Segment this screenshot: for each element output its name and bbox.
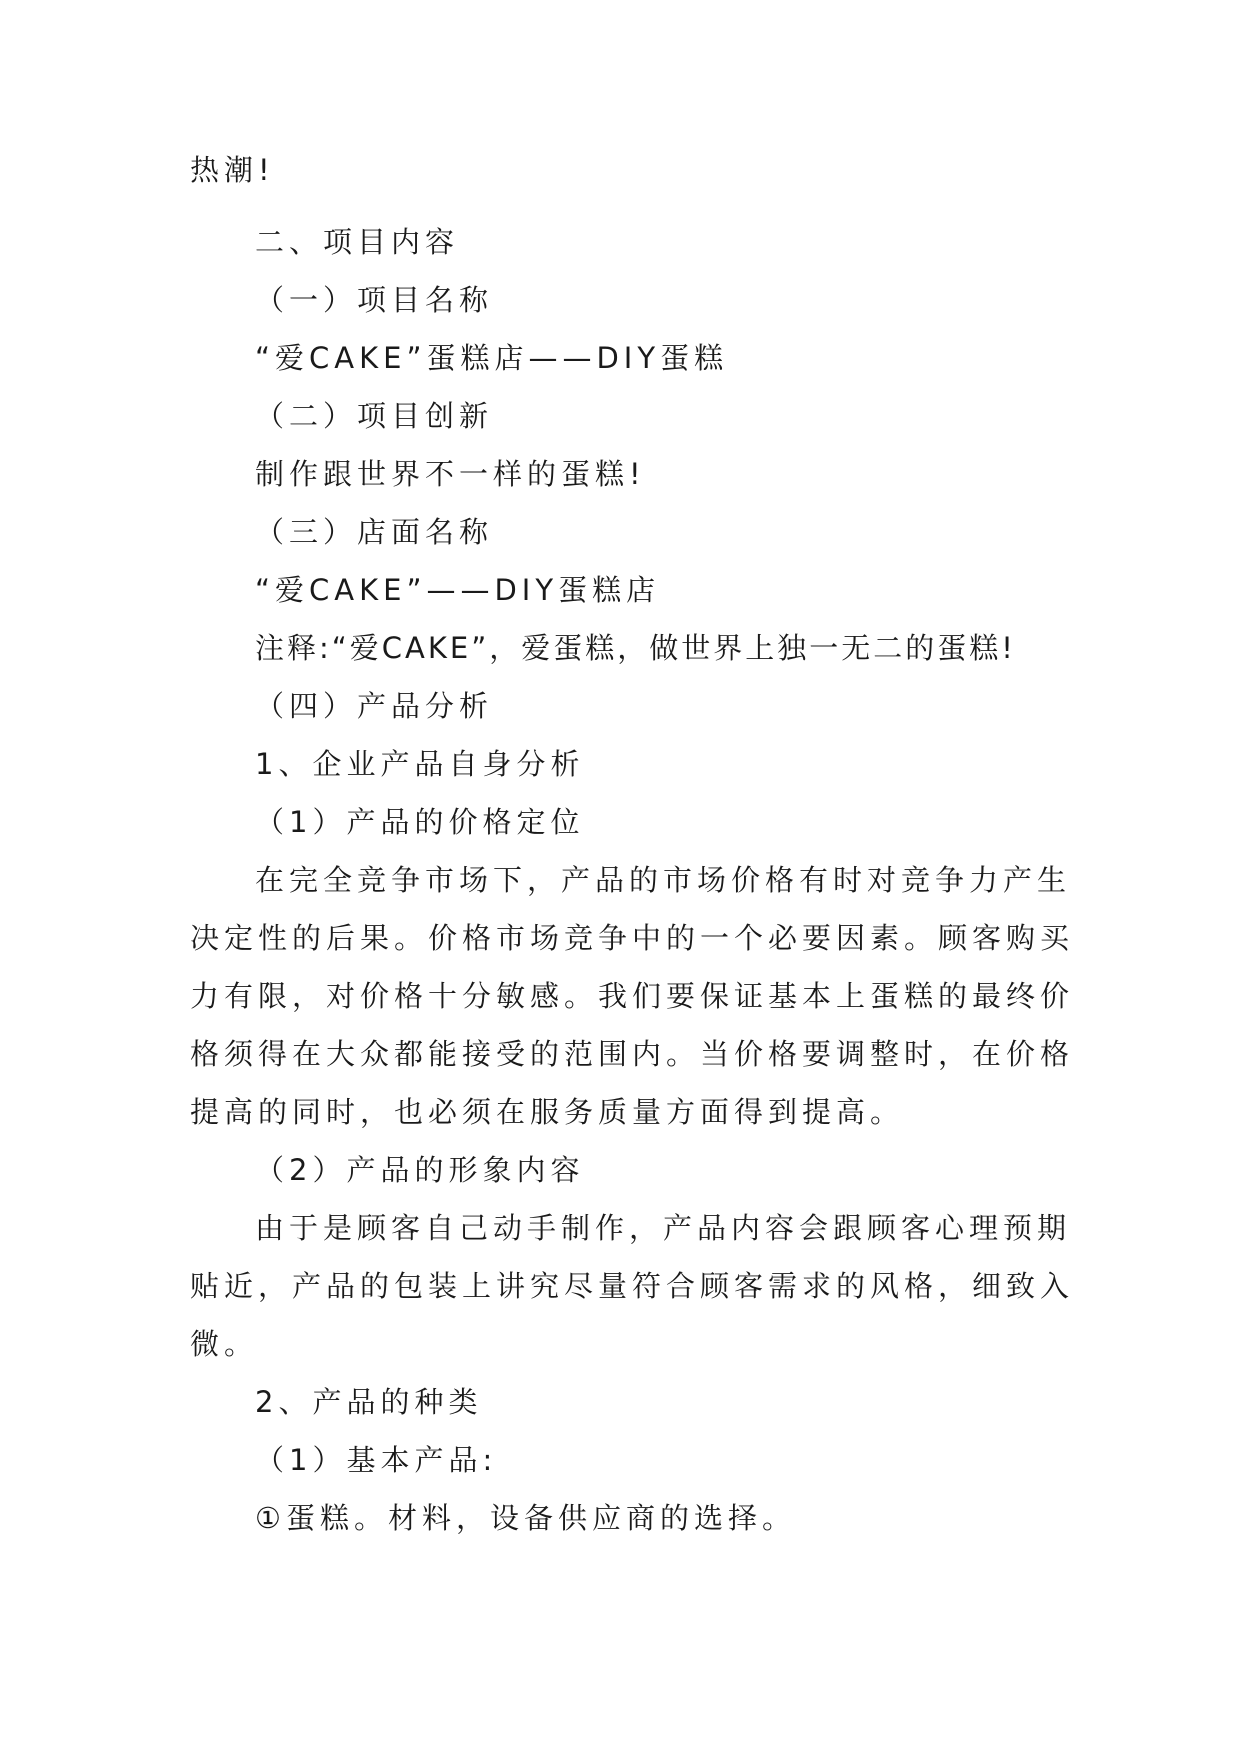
- subsection-heading: （1）基本产品:: [255, 1443, 498, 1477]
- subsection-heading: 1、企业产品自身分析: [255, 747, 585, 781]
- paragraph-line: 微。: [190, 1327, 259, 1361]
- subsection-heading: （1）产品的价格定位: [255, 805, 585, 839]
- subsection-heading: （三）店面名称: [255, 515, 494, 549]
- subsection-heading: 2、产品的种类: [255, 1385, 483, 1419]
- paragraph-line: 决定性的后果。价格市场竞争中的一个必要因素。顾客购买: [190, 921, 1075, 955]
- list-item: ①蛋糕。材料，设备供应商的选择。: [255, 1501, 796, 1535]
- text-line: 制作跟世界不一样的蛋糕!: [255, 457, 646, 491]
- paragraph-line: 贴近，产品的包装上讲究尽量符合顾客需求的风格，细致入: [190, 1269, 1075, 1303]
- paragraph-line: 格须得在大众都能接受的范围内。当价格要调整时，在价格: [190, 1037, 1075, 1071]
- paragraph-line: 由于是顾客自己动手制作，产品内容会跟顾客心理预期: [255, 1211, 1072, 1245]
- text-line: 注释:“爱CAKE”，爱蛋糕，做世界上独一无二的蛋糕!: [255, 631, 1016, 665]
- subsection-heading: （一）项目名称: [255, 283, 494, 317]
- paragraph-line: 提高的同时，也必须在服务质量方面得到提高。: [190, 1095, 905, 1129]
- text-line: “爱CAKE”蛋糕店——DIY蛋糕: [255, 341, 729, 375]
- subsection-heading: （二）项目创新: [255, 399, 494, 433]
- text-line: “爱CAKE”——DIY蛋糕店: [255, 573, 661, 607]
- paragraph-line: 力有限，对价格十分敏感。我们要保证基本上蛋糕的最终价: [190, 979, 1075, 1013]
- paragraph-line: 在完全竞争市场下，产品的市场价格有时对竞争力产生: [255, 863, 1072, 897]
- text-line: 热潮!: [190, 153, 275, 187]
- section-heading: 二、项目内容: [255, 225, 460, 259]
- subsection-heading: （2）产品的形象内容: [255, 1153, 585, 1187]
- subsection-heading: （四）产品分析: [255, 689, 494, 723]
